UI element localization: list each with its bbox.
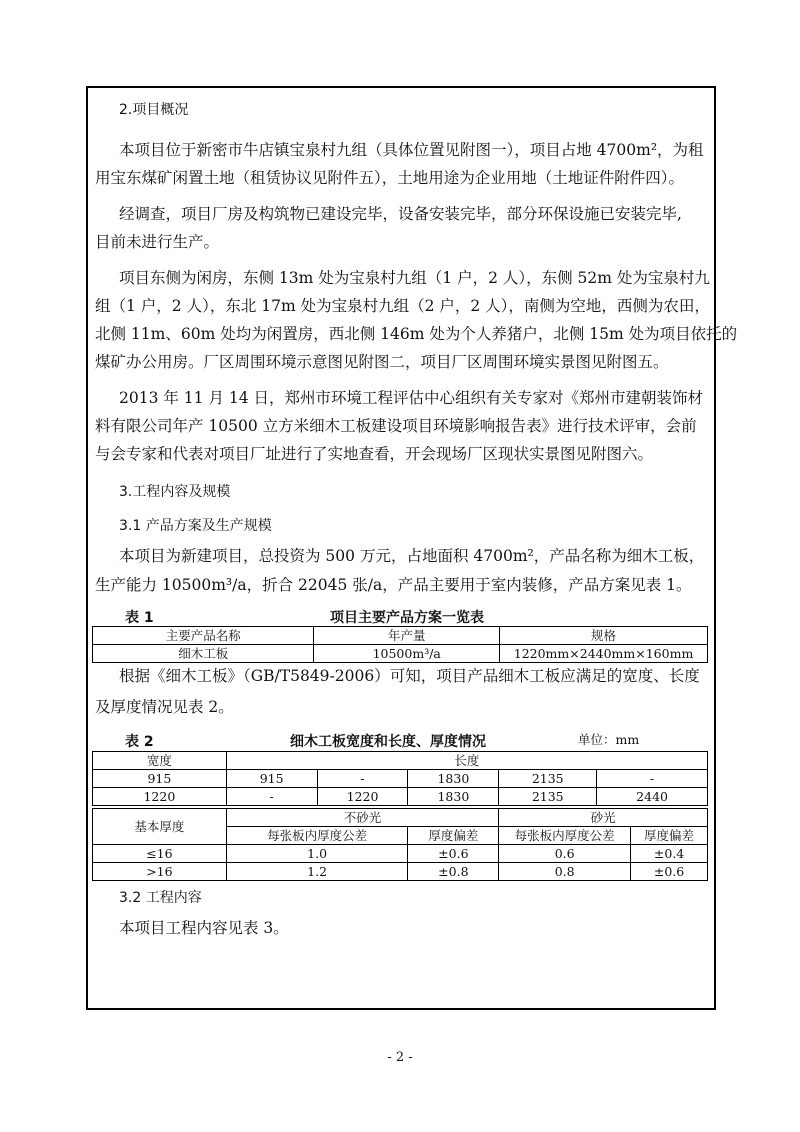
table-cell: - — [317, 770, 408, 788]
paragraph-text: 根据《细木工板》（GB/T5849-2006）可知，项目产品细木工板应满足的宽度、长度 — [119, 667, 700, 685]
paragraph-text: 目前未进行生产。 — [95, 233, 220, 251]
paragraph-text: 本项目为新建项目，总投资为 500 万元，占地面积 4700m²，产品名称为细木工板， — [119, 547, 705, 565]
paragraph-text: 及厚度情况见表 2。 — [95, 698, 234, 716]
table-header-cell: 主要产品名称 — [93, 627, 314, 645]
paragraph-text: 生产能力 10500m³/a，折合 22045 张/a，产品主要用于室内装修，产品方案见表 1。 — [95, 576, 692, 594]
table-header-cell: 每张板内厚度公差 — [499, 827, 631, 845]
paragraph-text: 料有限公司年产 10500 立方米细木工板建设项目环境影响报告表》进行技术评审，会前 — [95, 417, 697, 435]
table-2-title: 细木工板宽度和长度、厚度情况 — [290, 734, 486, 750]
table-cell: 0.6 — [499, 845, 631, 863]
table-cell: 2135 — [499, 788, 597, 806]
table-header-cell: 不砂光 — [226, 809, 499, 827]
table-cell: ±0.6 — [631, 863, 708, 881]
table-2 — [92, 751, 708, 806]
table-cell: 1220mm×2440mm×160mm — [500, 645, 708, 663]
subsection-3-1-heading: 3.1 产品方案及生产规模 — [119, 518, 272, 534]
paragraph-text: 北侧 11m、60m 处均为闲置房，西北侧 146m 处为个人养猪户，北侧 15m 处为项目依托的 — [95, 325, 738, 343]
table-cell: 1.2 — [226, 863, 408, 881]
paragraph-text: 经调查，项目厂房及构筑物已建设完毕，设备安装完毕，部分环保设施已安装完毕, — [119, 205, 682, 223]
table-header-cell: 每张板内厚度公差 — [226, 827, 408, 845]
table-header-cell: 基本厚度 — [93, 809, 227, 845]
table-cell: 10500m³/a — [314, 645, 500, 663]
paragraph-text: 本项目工程内容见表 3。 — [119, 919, 289, 937]
table-header-cell: 年产量 — [314, 627, 500, 645]
table-header-cell: 砂光 — [499, 809, 708, 827]
paragraph-text: 项目东侧为闲房，东侧 13m 处为宝泉村九组（1 户，2 人），东侧 52m 处为宝泉村九 — [119, 269, 710, 287]
table-cell: - — [597, 770, 708, 788]
table-cell: 2135 — [499, 770, 597, 788]
table-cell: 细木工板 — [93, 645, 314, 663]
section-3-heading: 3.工程内容及规模 — [119, 484, 231, 500]
table-cell: 1830 — [408, 770, 499, 788]
table-cell: 915 — [226, 770, 317, 788]
table-cell: - — [226, 788, 317, 806]
table-1 — [92, 626, 708, 663]
table-cell: 0.8 — [499, 863, 631, 881]
table-cell: 915 — [93, 770, 227, 788]
table-cell: 1220 — [317, 788, 408, 806]
paragraph-text: 与会专家和代表对项目厂址进行了实地查看，开会现场厂区现状实景图见附图六。 — [95, 445, 654, 463]
paragraph-text: 煤矿办公用房。厂区周围环境示意图见附图二，项目厂区周围环境实景图见附图五。 — [95, 353, 669, 371]
table-cell: >16 — [93, 863, 227, 881]
paragraph-text: 用宝东煤矿闲置土地（租赁协议见附件五），土地用途为企业用地（土地证件附件四）。 — [95, 169, 685, 187]
section-2-heading: 2.项目概况 — [119, 102, 189, 118]
table-header-cell: 规格 — [500, 627, 708, 645]
table-1-title: 项目主要产品方案一览表 — [330, 610, 484, 626]
paragraph-text: 本项目位于新密市牛店镇宝泉村九组（具体位置见附图一），项目占地 4700m²，为租 — [119, 141, 704, 159]
table-cell: ≤16 — [93, 845, 227, 863]
table-cell: 1220 — [93, 788, 227, 806]
page-number: - 2 - — [387, 1050, 413, 1065]
table-1-label: 表 1 — [125, 610, 154, 626]
table-header-cell: 宽度 — [93, 752, 227, 770]
table-header-cell: 长度 — [226, 752, 707, 770]
table-2-thickness — [92, 808, 708, 881]
table-2-unit: 单位：mm — [578, 732, 640, 747]
table-header-cell: 厚度偏差 — [408, 827, 499, 845]
table-cell: 2440 — [597, 788, 708, 806]
table-cell: 1.0 — [226, 845, 408, 863]
table-cell: ±0.4 — [631, 845, 708, 863]
table-2-label: 表 2 — [125, 734, 154, 750]
table-cell: ±0.8 — [408, 863, 499, 881]
table-cell: 1830 — [408, 788, 499, 806]
table-cell: ±0.6 — [408, 845, 499, 863]
subsection-3-2-heading: 3.2 工程内容 — [119, 890, 202, 906]
paragraph-text: 组（1 户，2 人），东北 17m 处为宝泉村九组（2 户，2 人），南侧为空地，西侧为农田， — [95, 297, 710, 315]
paragraph-text: 2013 年 11 月 14 日，郑州市环境工程评估中心组织有关专家对《郑州市建朝装饰材 — [119, 389, 704, 407]
table-header-cell: 厚度偏差 — [631, 827, 708, 845]
